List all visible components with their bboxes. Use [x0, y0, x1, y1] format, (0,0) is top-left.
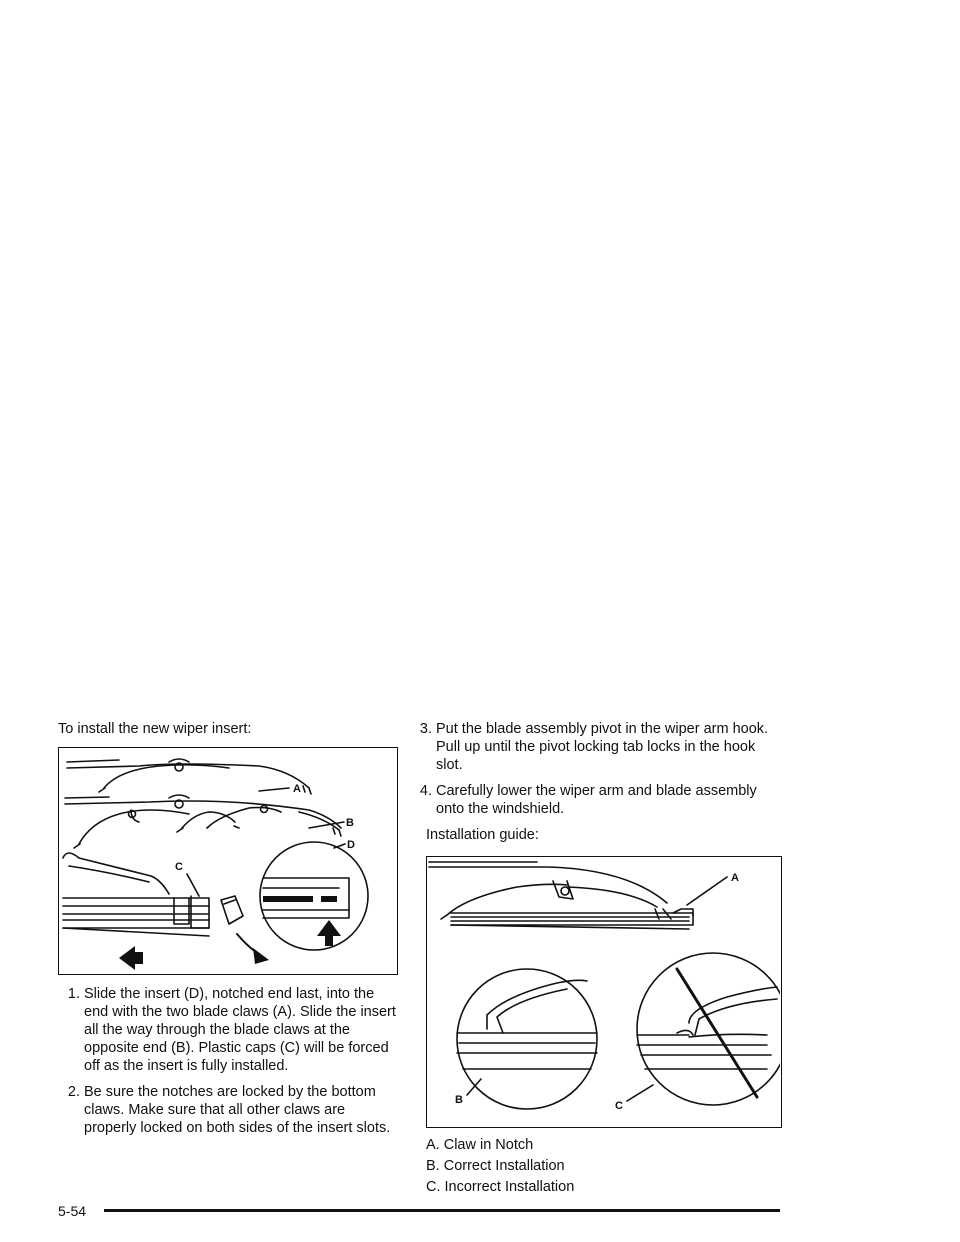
step-2-text: Be sure the notches are locked by the bottom claws. Make sure that all other claws are properly locked on both sides of the insert slots.	[84, 1084, 391, 1136]
step-3-text: Put the blade assembly pivot in the wiper arm hook. Pull up until the pivot locking tab locks in the hook slot.	[436, 721, 769, 773]
right-column	[410, 720, 782, 1199]
fig1-label-a: A	[293, 783, 301, 795]
install-steps-right	[410, 720, 782, 818]
step-4-number: 4.	[419, 783, 432, 799]
fig1-label-c: C	[175, 861, 183, 873]
step-3	[410, 720, 782, 774]
installation-guide-illustration	[427, 857, 780, 1126]
fig2-label-c: C	[615, 1100, 623, 1112]
fig2-label-a: A	[731, 872, 739, 884]
step-4-text: Carefully lower the wiper arm and blade assembly onto the windshield.	[436, 783, 757, 817]
step-1	[58, 985, 398, 1075]
step-2-number: 2.	[67, 1084, 80, 1100]
install-intro: To install the new wiper insert:	[58, 721, 252, 737]
fig2-label-b: B	[455, 1094, 463, 1106]
caption-a: A. Claw in Notch	[426, 1137, 534, 1153]
left-column	[58, 720, 398, 1145]
step-1-text: Slide the insert (D), notched end last, into the end with the two blade claws (A). Slide the insert all the way through the blade claws at the opposite end (B). Plastic caps (C) will be forced off as the insert is fully installed.	[84, 986, 396, 1074]
caption-b: B. Correct Installation	[426, 1158, 565, 1174]
footer-rule	[104, 1209, 780, 1212]
step-4	[410, 782, 782, 818]
step-2	[58, 1083, 398, 1137]
wiper-insert-illustration	[59, 748, 396, 973]
fig1-label-d: D	[347, 839, 355, 851]
install-steps-left	[58, 985, 398, 1137]
figure-captions	[426, 1136, 782, 1196]
installation-guide-figure	[426, 856, 782, 1128]
guide-intro: Installation guide:	[426, 827, 539, 843]
page-number: 5-54	[58, 1203, 87, 1219]
caption-c: C. Incorrect Installation	[426, 1179, 575, 1195]
step-1-number: 1.	[67, 986, 80, 1002]
fig1-label-b: B	[346, 817, 354, 829]
wiper-insert-figure	[58, 747, 398, 975]
step-3-number: 3.	[419, 721, 432, 737]
